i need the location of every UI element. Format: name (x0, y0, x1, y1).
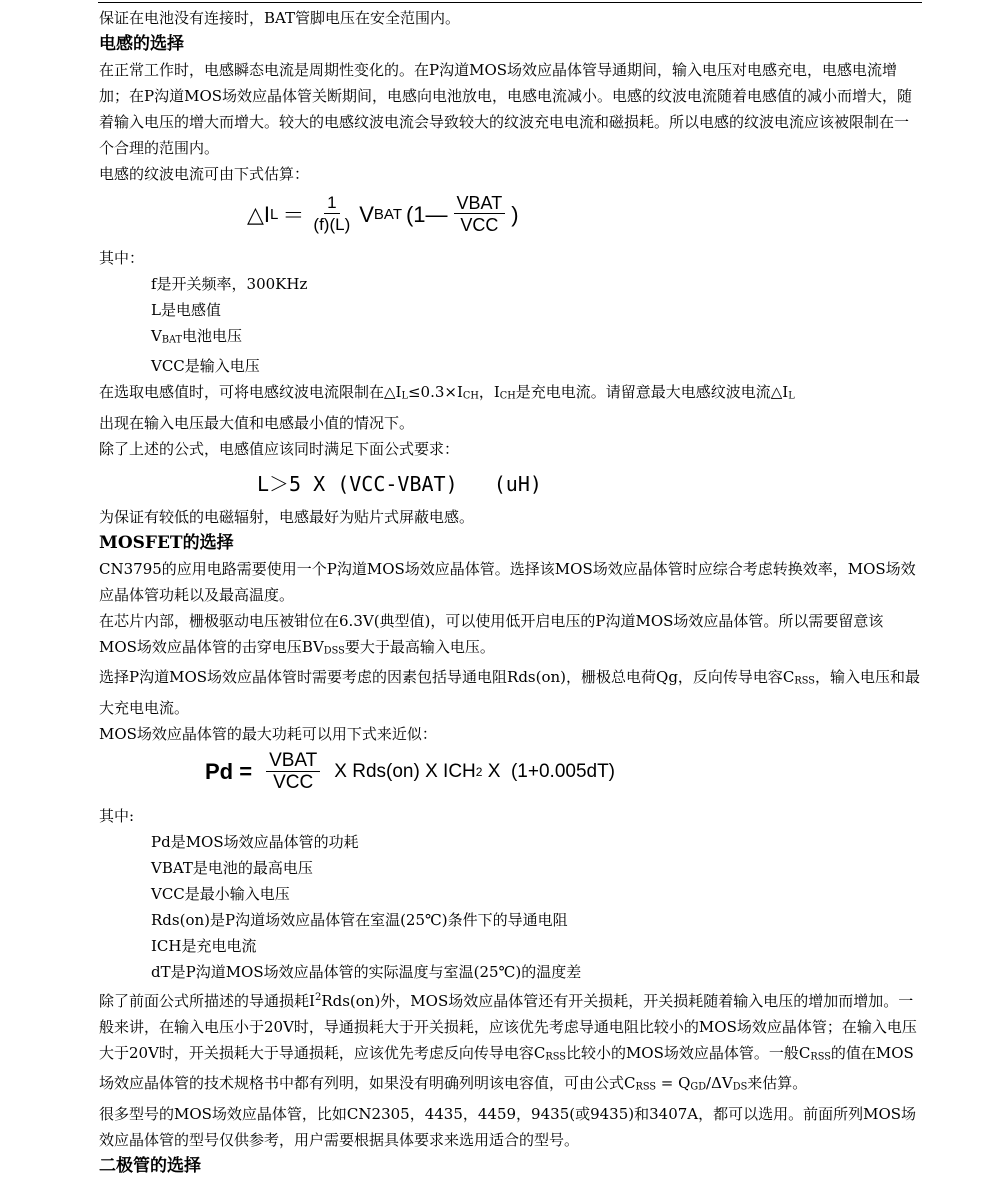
formula-equals: ＝ (282, 203, 305, 228)
list-item: $V_{BAT}$电池电压 (151, 327, 243, 346)
paragraph: MOS场效应晶体管的最大功耗可以用下式来近似： (99, 724, 437, 743)
formula-lhs: Pd = (205, 759, 253, 785)
paragraph: 其中: (99, 806, 135, 825)
document-body (99, 5, 921, 1179)
section-heading-diode: 二极管的选择 (99, 1155, 201, 1176)
list-item: Rds(on)是P沟道场效应晶体管在室温(25℃)条件下的导通电阻 (151, 910, 568, 929)
list-item: VCC是输入电压 (151, 357, 260, 376)
formula-paren-close: ) (511, 201, 519, 227)
header-rule (98, 2, 922, 3)
paragraph: 很多型号的MOS场效应晶体管，比如CN2305，4435，4459，9435(或9435)和3407A，都可以选用。前面所列MOS场效应晶体管的型号仅供参考，用户需要根据具体要求来选用适合的型号。 (99, 1104, 917, 1149)
list-item: VCC是最小输入电压 (151, 884, 290, 903)
formula-rest: X Rds(on) X ICH (334, 761, 476, 783)
list-item: VBAT是电池的最高电压 (151, 858, 313, 877)
paragraph: 选择P沟道MOS场效应晶体管时需要考虑的因素包括导通电阻Rds(on)，栅极总电荷Qg，反向传导电容$C_{RSS}$，输入电压和最大充电电流。 (99, 668, 920, 717)
formula-tail: X (1+0.005dT) (482, 761, 616, 783)
list-item: Pd是MOS场效应晶体管的功耗 (151, 832, 359, 851)
formula-ripple-current (99, 187, 921, 245)
formula-sub: BAT (373, 206, 402, 223)
paragraph: 在芯片内部，栅极驱动电压被钳位在6.3V(典型值)，可以使用低开启电压的P沟道MOS场效应晶体管。所以需要留意该MOS场效应晶体管的击穿电压$BV_{DSS}$要大于最高输入电压。 (99, 611, 884, 657)
paragraph: 除了前面公式所描述的导通损耗$I^2Rds(on)$外，MOS场效应晶体管还有开关损耗，开关损耗随着输入电压的增加而增加。一般来讲，在输入电压小于20V时，导通损耗大于开关损耗，应该优先考虑导通电阻比较小的MOS场效应晶体管；在输入电压大于20V时，开关损耗大于导通损耗，应该优先考虑反向传导电容$C_{RSS}$比较小的MOS场效应晶体管。一般$C_{RSS}$的值在MOS场效应晶体管的技术规格书中都有列明，如果没有明确列明该电容值，可由公式$C_{RSS} = Q_{GD}/\Delta V_{DS}$来估算。 (99, 991, 917, 1093)
formula-delta: △ (247, 201, 264, 227)
list-item: f是开关频率，300KHz (151, 275, 308, 293)
section-heading-mosfet: MOSFET的选择 (99, 532, 234, 553)
paragraph: 在选取电感值时，可将电感纹波电流限制在$\triangle I_L\le 0.3\times I_{CH}$，$I_{CH}$是充电电流。请留意最大电感纹波电流$\triangle I_L$ 出现在输入电压最大值和电感最小值的情况下。 (99, 383, 795, 432)
formula-denominator: (f)(L) (313, 215, 351, 234)
paragraph: 除了上述的公式，电感值应该同时满足下面公式要求： (99, 439, 460, 458)
paragraph: 其中： (99, 249, 145, 267)
formula-v: V (359, 201, 374, 227)
paragraph: 电感的纹波电流可由下式估算： (99, 165, 310, 183)
formula-paren-open: (1— (405, 201, 448, 227)
paragraph: CN3795的应用电路需要使用一个P沟道MOS场效应晶体管。选择该MOS场效应晶体管时应综合考虑转换效率，MOS场效应晶体管功耗以及最高温度。 (99, 559, 916, 604)
formula-denominator: VCC (460, 215, 499, 235)
list-item: ICH是充电电流 (151, 936, 257, 955)
section-heading-inductor: 电感的选择 (99, 34, 184, 54)
formula-power-dissipation (99, 747, 921, 803)
formula-numerator: 1 (324, 193, 339, 214)
formula-i: I (263, 201, 271, 227)
formula-numerator: VBAT (454, 193, 506, 214)
paragraph: 为保证有较低的电磁辐射，电感最好为贴片式屏蔽电感。 (99, 507, 475, 526)
formula-sup: 2 (475, 765, 483, 780)
formula-sub: L (270, 206, 279, 223)
formula-numerator: VBAT (266, 751, 320, 772)
list-item: L是电感值 (151, 301, 221, 319)
formula-denominator: VCC (273, 771, 314, 793)
list-item: dT是P沟道MOS场效应晶体管的实际温度与室温(25℃)的温度差 (151, 962, 582, 981)
paragraph: 保证在电池没有连接时，BAT管脚电压在安全范围内。 (99, 9, 461, 27)
paragraph: 在正常工作时，电感瞬态电流是周期性变化的。在P沟道MOS场效应晶体管导通期间，输入电压对电感充电，电感电流增加；在P沟道MOS场效应晶体管关断期间，电感向电池放电，电感电流减小。电感的纹波电流随着电感值的减小而增大，随着输入电压的增大而增大。较大的电感纹波电流会导致较大的纹波充电电流和磁损耗。所以电感的纹波电流应该被限制在一个合理的范围内。 (99, 61, 913, 157)
formula-inductance-min: L＞5 X (VCC-VBAT) (uH) (257, 471, 542, 496)
